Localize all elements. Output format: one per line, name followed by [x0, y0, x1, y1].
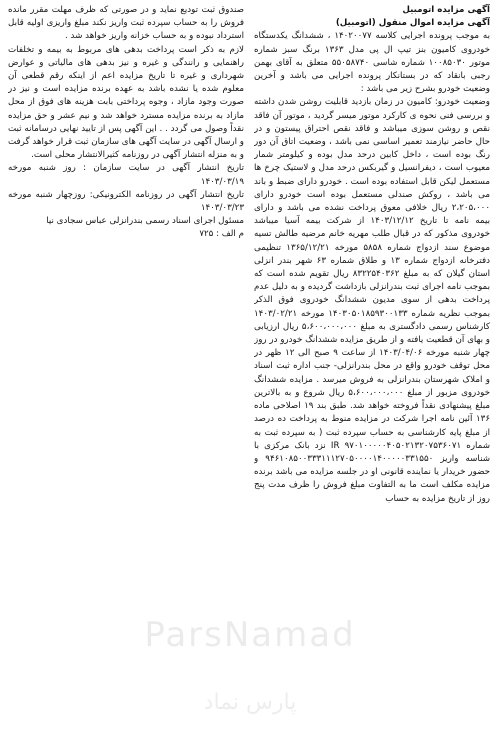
publish-date-newspaper: تاریخ انتشار آگهی در روزنامه الکترونیکی: روزچهار شنبه مورخه ۱۴۰۳/۰۳/۲۳: [8, 189, 244, 214]
notice-title: آگهی مزایده اتومبیل: [402, 5, 490, 15]
watermark-persian: پارس نماد: [203, 690, 297, 715]
newspaper-clipping: [8, 4, 490, 744]
right-column: [254, 4, 490, 744]
left-column: [8, 4, 244, 744]
publish-date-site: تاریخ انتشار آگهی در سایت سازمان : روز شنبه مورخه ۱۴۰۳/۰۳/۱۹: [8, 163, 244, 187]
notice-subtitle: آگهی مزایده اموال منقول (اتومبیل): [335, 18, 490, 29]
signer-line: مسئول اجرای اسناد رسمی بندرانزلی عباس سجادی نیا: [46, 216, 244, 227]
reference-code: م الف : ۷۲۵: [199, 229, 244, 240]
notice-body-right: به موجب پرونده اجرایی کلاسه ۱۴۰۲۰۰۷۷ ، ششدانگ یکدستگاه خودروی کامیون بنز تیپ ال پی مدل ۱۳۶۳ برنگ سبز شماره موتور ۱۰۰۸۵۰۳۰ شماره شاسی ۵۵۰۵۸۷۴۰ متعلق به آقای بهمن رجبی بانقاد که در بستانکار پرونده اجرایی می باشد و آخرین وضعیت خودرو بشرح زیر می باشد : وضعیت خودرو: کامیون در زمان بازدید قابلیت روشن شدن داشته و بررسی فنی نحوه ی کارکرد موتور میسر گردید ، موتور آن فاقد نقص و روشن سوزی میباشد و فاقد نقص احتراق پیستون و در حال حاضر نیازمند تعمیر اساسی نمی باشد ، وضعیت اتاق آن دور رنگ بوده است ، داخل کابین درحد مدل بوده و کیلومتر شمار معیوب است ، دیفرانسیل و گیربکس درحد مدل و لاستیک چرخ ها مستعمل لیکن قابل استفاده بوده است . خودرو دارای ضبط و باند می باشد ، روکش صندلی مستعمل بوده است خودرو دارای ۲،۲۰۵،۰۰۰ ریال خلافی معوق پرداخت نشده می باشد و دارای بیمه نامه تا تاریخ ۱۴۰۳/۱۲/۱۲ از شرکت بیمه آسیا میباشد خودروی مذکور که در قبال طلب مهریه خانم مرضیه طالش تسیه موضوع سند ازدواج شماره ۵۸۵۸ مورخه ۱۳۶۵/۱۲/۲۱ تنظیمی دفترخانه ازدواج شماره ۱۳ و طلاق شماره ۶۳ شهر بندر انزلی استان گیلان که به مبلغ ۸۳۲۲۵۴۰۳۶۲ ریال تقویم شده است که بموجب نامه اجرای ثبت بندرانزلی بازداشت گردیده و به دلیل عدم پرداخت بدهی از سوی مدیون ششدانگ خودروی فوق الذکر بموجب نظریه شماره ۱۴۰۳۰۵۰۱۸۵۹۳۰۰۱۳۳ مورخه ۱۴۰۳/۰۲/۲۱ کارشناس رسمی دادگستری به مبلغ ۵،۶۰۰،۰۰۰،۰۰۰ ریال ارزیابی و بهای آن قطعیت یافته و از طریق مزایده ششدانگ خودرو در روز چهار شنبه مورخه ۱۴۰۳/۰۴/۰۶ از ساعت ۹ صبح الی ۱۲ ظهر در محل توقف خودرو واقع در محل بندرانزلی- جنب اداره ثبت اسناد و املاک شهرستان بندرانزلی به فروش میرسد . مزایده ششدانگ خودروی مزبور از مبلغ ۵،۶۰۰،۰۰۰،۰۰۰ ریال شروع و به بالاترین مبلغ پیشنهادی نقداً فروخته خواهد شد. طبق بند ۱۹ اصلاحی ماده ۱۳۶ آئین نامه اجرا شرکت در مزایده منوط به پرداخت ده درصد از مبلغ پایه کارشناسی به حساب سپرده ثبت ( به سپرده ثبت به شماره IR ۹۷۰۱۰۰۰۰۰۴۰۵۰۲۱۳۲۰۷۵۳۶۰۷۱ نزد بانک مرکزی با شناسه واریز ۹۴۶۱۰۸۵۰۰۳۳۳۱۱۱۲۷۰۵۰۰۰۰۱۴۰۰۰۰۰۳۳۱۵۵۰ و حضور خریدار یا نماینده قانونی او در جلسه مزایده می باشد برنده مزایده مکلف است ما به التفاوت مبلغ فروش را ظرف مدت پنج روز از تاریخ مزایده به حساب: [254, 31, 490, 504]
watermark-latin: ParsNamad: [144, 615, 356, 655]
notice-body-left: صندوق ثبت تودیع نماید و در صورتی که ظرف مهلت مقرر مانده فروش را به حساب سپرده ثبت واریز نکند مبلغ واریزی اولیه قابل استرداد نبوده و به حساب خزانه واریز خواهد شد . لازم به ذکر است پرداخت بدهی های مربوط به بیمه و تخلفات راهنمایی و رانندگی و غیره و نیز بدهی های مالیاتی و عوارض شهرداری و غیره تا تاریخ مزایده اعم از اینکه رقم قطعی آن معلوم شده یا نشده باشد به عهده برنده مزایده است و نیز در صورت وجود مازاد ، وجوه پرداختی بابت هزینه های فوق از محل مازاد به برنده مزایده مسترد خواهد شد و نیم عشر و حق مزایده نقداً وصول می گردد . . این آگهی پس از تایید نهایی درسامانه ثبت و ارسال آگهی در سایت آگهی های سازمان ثبت قرار خواهد گرفت و به منزله انتشار آگهی در روزنامه کثیرالانتشار محلی است.: [8, 5, 244, 161]
